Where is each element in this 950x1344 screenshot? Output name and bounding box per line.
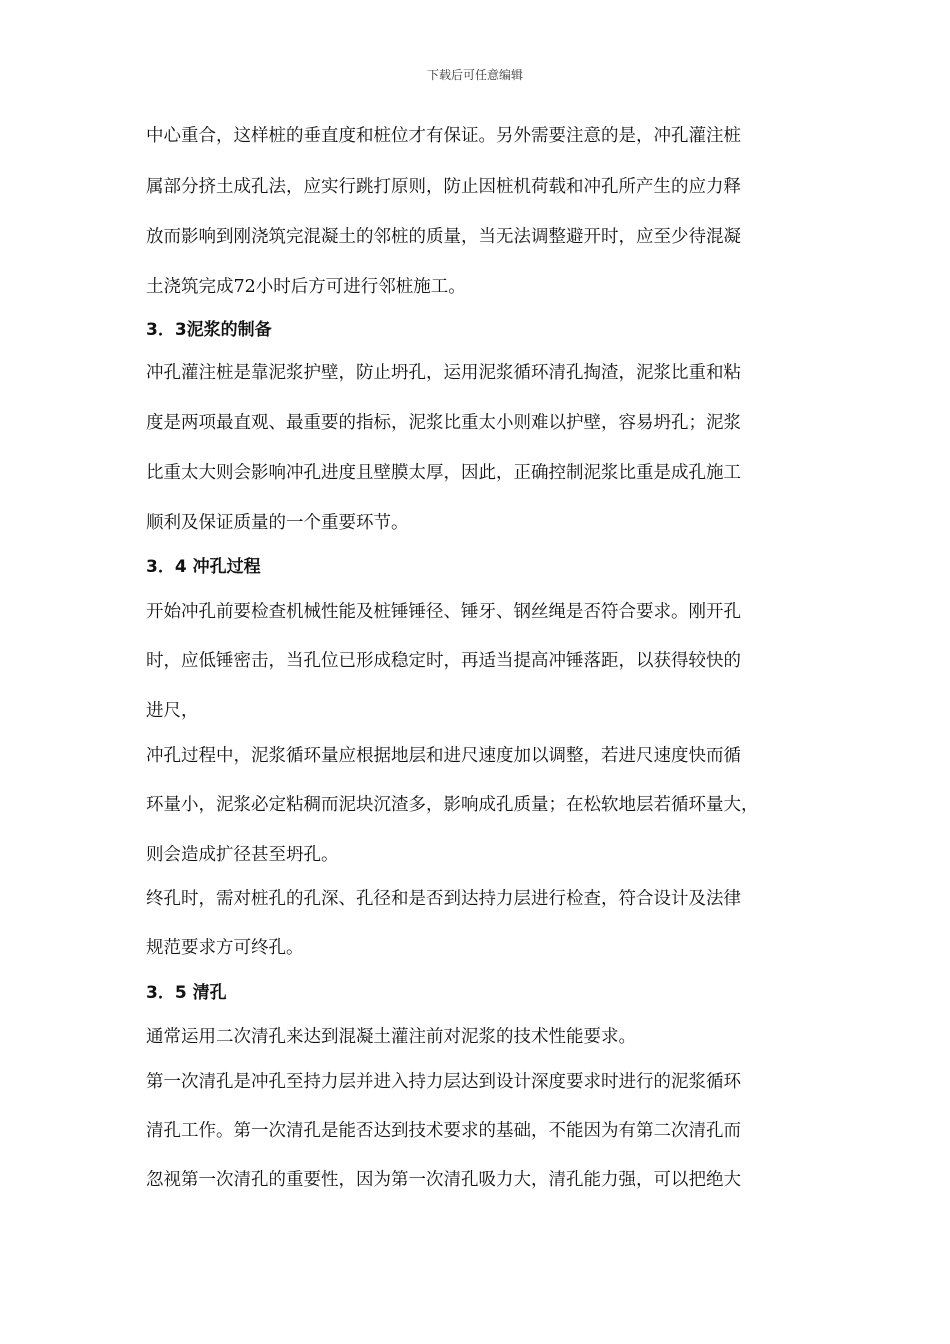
body-line: 进尺， [146, 701, 199, 721]
section-heading: 3．4 冲孔过程 [146, 557, 261, 577]
body-line: 冲孔过程中，泥浆循环量应根据地层和进尺速度加以调整，若进尺速度快而循 [146, 746, 741, 766]
body-line: 第一次清孔是冲孔至持力层并进入持力层达到设计深度要求时进行的泥浆循环 [146, 1072, 741, 1092]
body-line: 规范要求方可终孔。 [146, 938, 304, 958]
body-line: 开始冲孔前要检查机械性能及桩锤锤径、锤牙、钢丝绳是否符合要求。刚开孔 [146, 602, 741, 622]
body-line: 通常运用二次清孔来达到混凝土灌注前对泥浆的技术性能要求。 [146, 1027, 636, 1047]
body-line: 度是两项最直观、最重要的指标，泥浆比重太小则难以护壁，容易坍孔；泥浆 [146, 413, 741, 433]
page-header: 下载后可任意编辑 [426, 68, 523, 82]
section-heading: 3．3泥浆的制备 [146, 320, 272, 340]
body-line: 中心重合，这样桩的垂直度和桩位才有保证。另外需要注意的是，冲孔灌注桩 [146, 126, 741, 146]
body-line: 清孔工作。第一次清孔是能否达到技术要求的基础，不能因为有第二次清孔而 [146, 1121, 741, 1141]
body-line: 终孔时，需对桩孔的孔深、孔径和是否到达持力层进行检查，符合设计及法律 [146, 889, 741, 909]
body-line: 比重太大则会影响冲孔进度且壁膜太厚，因此，正确控制泥浆比重是成孔施工 [146, 463, 741, 483]
body-line: 土浇筑完成72小时后方可进行邻桩施工。 [146, 277, 466, 297]
body-line: 时，应低锤密击，当孔位已形成稳定时，再适当提高冲锤落距，以获得较快的 [146, 651, 741, 671]
body-line: 环量小，泥浆必定粘稠而泥块沉渣多，影响成孔质量；在松软地层若循环量大， [146, 795, 759, 815]
body-line: 属部分挤土成孔法，应实行跳打原则，防止因桩机荷载和冲孔所产生的应力释 [146, 177, 741, 197]
body-line: 则会造成扩径甚至坍孔。 [146, 845, 339, 865]
section-heading: 3．5 清孔 [146, 983, 227, 1003]
body-line: 顺利及保证质量的一个重要环节。 [146, 513, 409, 533]
body-line: 忽视第一次清孔的重要性，因为第一次清孔吸力大，清孔能力强，可以把绝大 [146, 1170, 741, 1190]
body-line: 冲孔灌注桩是靠泥浆护壁，防止坍孔，运用泥浆循环清孔掏渣，泥浆比重和粘 [146, 363, 741, 383]
body-line: 放而影响到刚浇筑完混凝土的邻桩的质量，当无法调整避开时，应至少待混凝 [146, 227, 741, 247]
